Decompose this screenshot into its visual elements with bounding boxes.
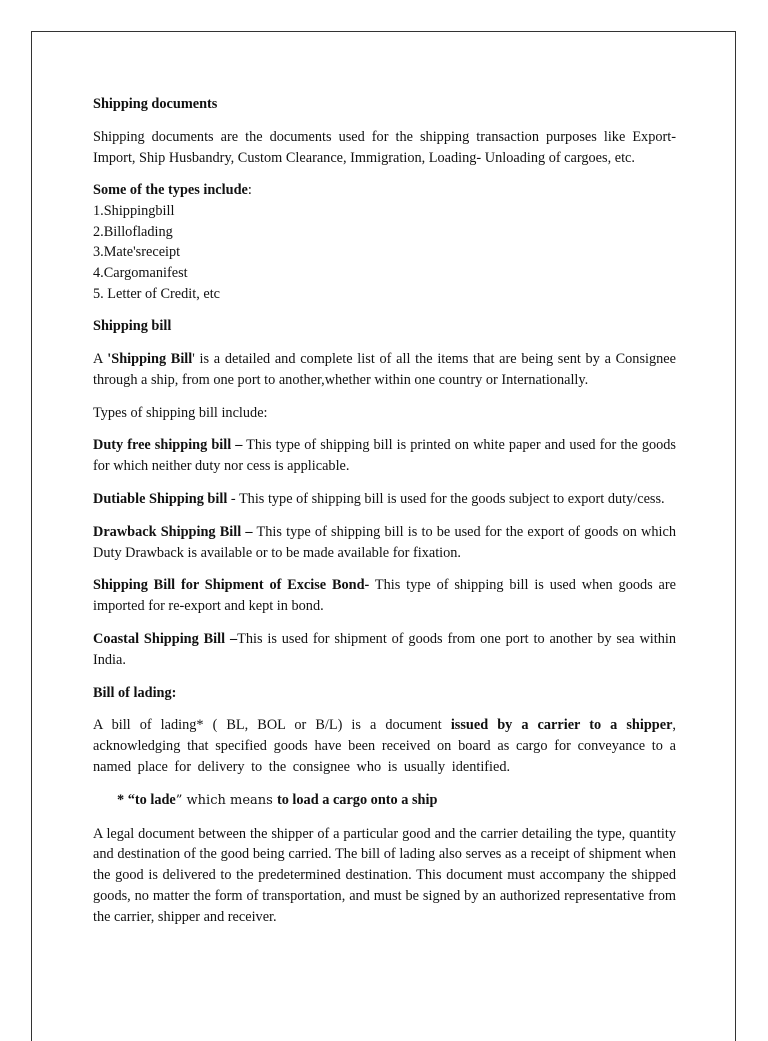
- bill-of-lading-definition: [93, 715, 676, 777]
- shipping-bill-kind: [93, 522, 676, 564]
- intro-paragraph: Shipping documents are the documents used for the shipping transaction purposes like Export- Import, Ship Husbandry, Custom Clearance, Immigration, Loading- Unloading of cargoes, etc.: [93, 128, 676, 166]
- list-item: 5. Letter of Credit, etc: [93, 285, 221, 302]
- kind-term: Drawback Shipping Bill –: [93, 523, 253, 540]
- kind-term: Shipping Bill for Shipment of Excise Bond-: [93, 577, 370, 594]
- intro-heading: Shipping documents: [93, 96, 218, 112]
- list-item: 3.Mate'sreceipt: [93, 244, 181, 261]
- note-star: * “: [117, 791, 135, 808]
- types-heading-colon: :: [247, 182, 252, 199]
- document-content: [93, 94, 676, 939]
- shipping-bill-types-intro: Types of shipping bill include:: [93, 404, 268, 421]
- note-mid: ” which means: [175, 792, 277, 808]
- kind-description: This is used for shipment of goods from one port to another by sea within India.: [93, 630, 676, 668]
- kind-term: Duty free shipping bill –: [93, 437, 243, 454]
- document-page: [31, 31, 736, 1041]
- lading-def-start: A bill of lading* ( BL, BOL or B/L) is a document: [93, 717, 451, 734]
- lading-def-end: , acknowledging that specified goods have been received on board as cargo for conveyance to a named place for delivery to the consignee who is usually identified.: [93, 717, 676, 775]
- shipping-bill-kind: [93, 575, 676, 617]
- types-heading: Some of the types include: [93, 182, 248, 199]
- shipping-bill-def-rest: ' is a detailed and complete list of all the items that are being sent by a Consignee through a ship, from one port to another,whether within one country or Internationally.: [93, 350, 676, 388]
- kind-term: Coastal Shipping Bill –: [93, 630, 238, 647]
- types-heading-line: [93, 180, 676, 201]
- shipping-bill-kind: [93, 489, 676, 510]
- shipping-bill-term: 'Shipping Bill: [107, 350, 193, 367]
- list-item: 1.Shippingbill: [93, 203, 175, 220]
- lading-legal-paragraph: A legal document between the shipper of a particular good and the carrier detailing the type, quantity and destination of the good being carried. The bill of lading also serves as a receipt of shipment when the good is delivered to the predetermined destination. This document must accompany the shipped goods, no matter the form of transportation, and must be signed by an authorized representative from the carrier, shipper and receiver.: [93, 825, 676, 925]
- list-item: 2.Billoflading: [93, 223, 173, 240]
- note-meaning: to load a cargo onto a ship: [276, 791, 438, 808]
- lade-footnote: [93, 790, 676, 812]
- kind-term: Dutiable Shipping bill: [93, 490, 228, 507]
- shipping-bill-def-prefix: A: [93, 350, 108, 367]
- kind-description: This type of shipping bill is to be used for the export of goods on which Duty Drawback is available or to be made available for fixation.: [93, 523, 676, 561]
- shipping-bill-definition: [93, 349, 676, 391]
- kind-description: This type of shipping bill is used when goods are imported for re-export and kept in bond.: [93, 577, 676, 615]
- lading-def-bold: issued by a carrier to a shipper: [450, 717, 673, 734]
- shipping-bill-kind: [93, 629, 676, 671]
- note-term: to lade: [134, 791, 176, 808]
- shipping-bill-kind: [93, 435, 676, 477]
- list-item: 4.Cargomanifest: [93, 264, 188, 281]
- types-list: [93, 201, 676, 304]
- kind-description: This type of shipping bill is printed on white paper and used for the goods for which neither duty nor cess is applicable.: [93, 437, 676, 475]
- bill-of-lading-heading: Bill of lading:: [93, 684, 177, 701]
- shipping-bill-heading: Shipping bill: [93, 318, 172, 335]
- kind-description: - This type of shipping bill is used for the goods subject to export duty/cess.: [227, 490, 665, 507]
